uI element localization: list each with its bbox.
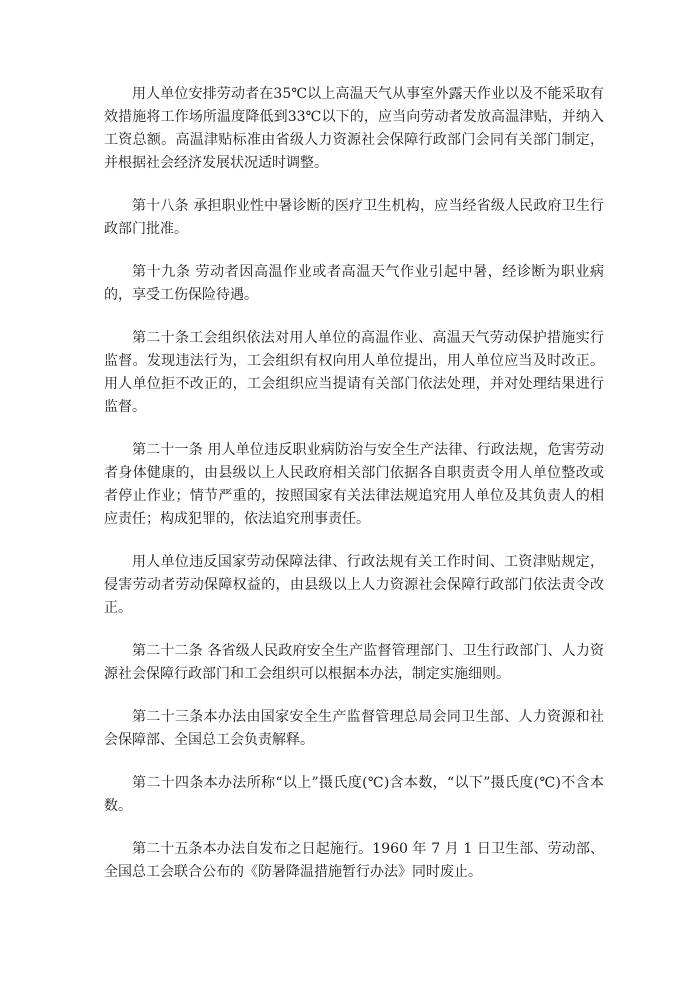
paragraph-article-25: 第二十五条本办法自发布之日起施行。1960 年 7 月 1 日卫生部、劳动部、全国总工会联合公布的《防暑降温措施暂行办法》同时废止。 <box>104 841 604 880</box>
paragraph-article-21: 第二十一条 用人单位违反职业病防治与安全生产法律、行政法规，危害劳动者身体健康的，由县级以上人民政府相关部门依据各自职责责令用人单位整改或者停止作业；情节严重的，按照国家有关法律法规追究用人单位及其负责人的相应责任；构成犯罪的，依法追究刑事责任。 <box>104 442 604 527</box>
paragraph-article-21-continued: 用人单位违反国家劳动保障法律、行政法规有关工作时间、工资津贴规定，侵害劳动者劳动保障权益的，由县级以上人力资源社会保障行政部门依法责令改正。 <box>104 554 604 616</box>
paragraph-article-20: 第二十条工会组织依法对用人单位的高温作业、高温天气劳动保护措施实行监督。发现违法行为，工会组织有权向用人单位提出，用人单位应当及时改正。用人单位拒不改正的，工会组织应当提请有关部门依法处理，并对处理结果进行监督。 <box>104 330 604 415</box>
paragraph-article-24: 第二十四条本办法所称“以上”摄氏度(℃)含本数，“以下”摄氏度(℃)不含本数。 <box>104 775 604 814</box>
paragraph-article-23: 第二十三条本办法由国家安全生产监督管理总局会同卫生部、人力资源和社会保障部、全国总工会负责解释。 <box>104 709 604 748</box>
paragraph-article-18: 第十八条 承担职业性中暑诊断的医疗卫生机构，应当经省级人民政府卫生行政部门批准。 <box>104 198 604 237</box>
paragraph-article-19: 第十九条 劳动者因高温作业或者高温天气作业引起中暑，经诊断为职业病的，享受工伤保险待遇。 <box>104 264 604 303</box>
paragraph-article-22: 第二十二条 各省级人民政府安全生产监督管理部门、卫生行政部门、人力资源社会保障行政部门和工会组织可以根据本办法，制定实施细则。 <box>104 643 604 682</box>
document-body <box>104 83 604 904</box>
paragraph-high-temperature-allowance: 用人单位安排劳动者在35℃以上高温天气从事室外露天作业以及不能采取有效措施将工作场所温度降低到33℃以下的，应当向劳动者发放高温津贴，并纳入工资总额。高温津贴标准由省级人力资源社会保障行政部门会同有关部门制定，并根据社会经济发展状况适时调整。 <box>104 86 604 171</box>
